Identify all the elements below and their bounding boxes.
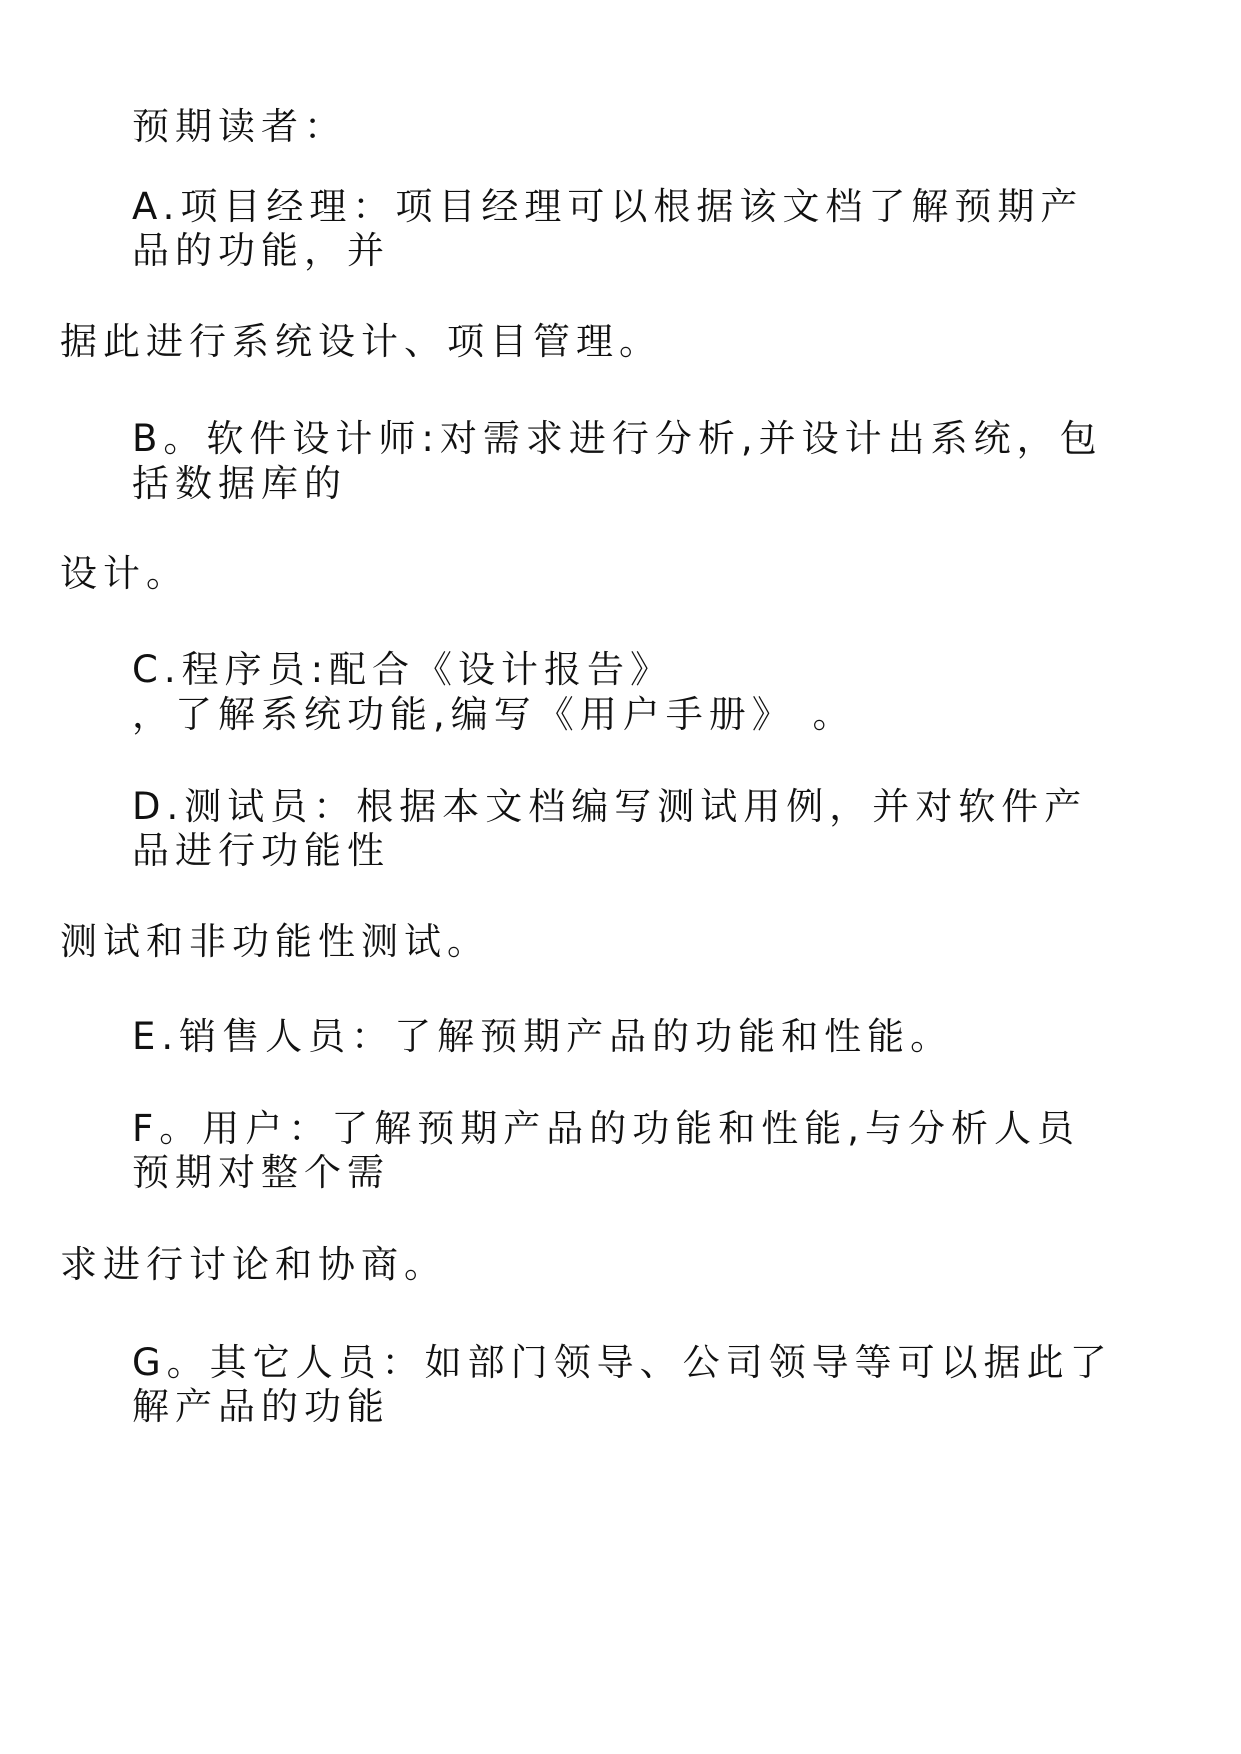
item-b-line-3: 设计。 xyxy=(60,552,189,595)
item-b-line-1: B。软件设计师:对需求进行分析,并设计出系统，包 xyxy=(132,417,1103,460)
item-a-line-3: 据此进行系统设计、项目管理。 xyxy=(60,320,662,363)
item-f-line-1: F。用户：了解预期产品的功能和性能,与分析人员 xyxy=(132,1107,1081,1150)
item-f-line-3: 求进行讨论和协商。 xyxy=(60,1243,447,1286)
item-d-line-3: 测试和非功能性测试。 xyxy=(60,920,490,963)
item-e-line-1: E.销售人员：了解预期产品的功能和性能。 xyxy=(132,1015,954,1058)
item-f-line-2: 预期对整个需 xyxy=(132,1151,390,1194)
item-a-line-2: 品的功能，并 xyxy=(132,229,390,272)
item-c-line-1: C.程序员:配合《设计报告》 xyxy=(132,648,674,691)
item-g-line-2: 解产品的功能 xyxy=(132,1385,390,1428)
item-b-line-2: 括数据库的 xyxy=(132,462,347,505)
item-c-line-2: ，了解系统功能,编写《用户手册》 。 xyxy=(132,693,856,736)
item-g-line-1: G。其它人员：如部门领导、公司领导等可以据此了 xyxy=(132,1341,1113,1384)
item-d-line-1: D.测试员：根据本文档编写测试用例，并对软件产 xyxy=(132,785,1088,828)
item-a-line-1: A.项目经理：项目经理可以根据该文档了解预期产 xyxy=(132,185,1084,228)
heading-expected-readers: 预期读者： xyxy=(132,105,347,148)
item-d-line-2: 品进行功能性 xyxy=(132,829,390,872)
